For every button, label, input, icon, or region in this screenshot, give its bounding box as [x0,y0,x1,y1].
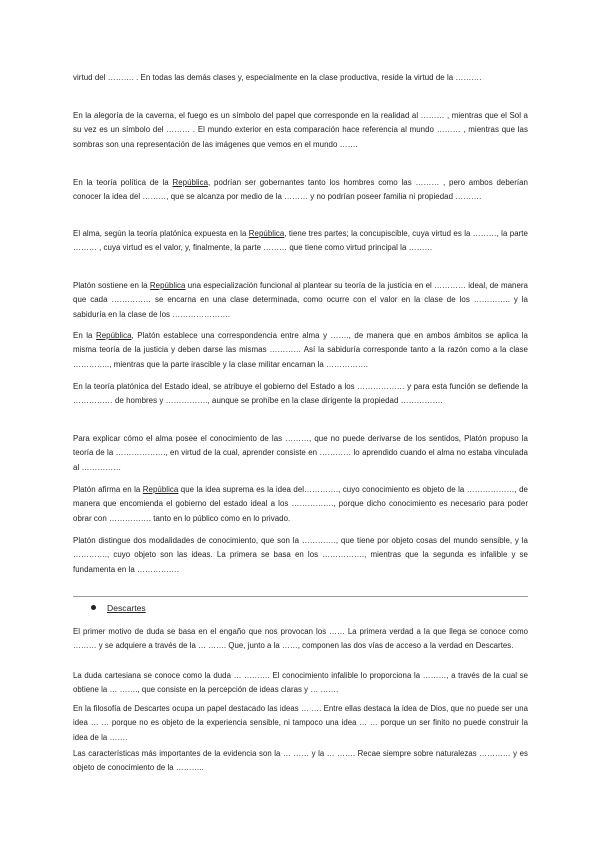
text-run: , Platón establece una correspondencia entre alma y ……., de manera que en ambos ámbitos se aplica la misma teoría de la justicia y deben darse las mismas ………… Así la sabiduría corresponde tanto a la razón como a la clase ………….., mientras que la parte irascible y la clase militar encarnan la ……………. [73,331,528,369]
section-divider [73,596,528,597]
bullet-icon [91,605,96,610]
text-run: Las características más importantes de la evidencia son la … …… y la … ……. Recae siempre sobre naturalezas ………… y es objeto de conocimiento de la ……….. [73,749,528,773]
text-run: En la teoría platónica del Estado ideal, se atribuye el gobierno del Estado a los ……………… y para esta función se defiende la …………… de hombres y ……………., aunque se prohíbe en la clase dirigente la propiedad ……………. [73,382,528,406]
text-run: Platón sostiene en la [73,281,150,290]
paragraph-knowledge [73,534,528,577]
book-title-republica: República [95,331,132,340]
text-run: Para explicar cómo el alma posee el conocimiento de las ………, que no puede derivarse de los sentidos, Platón propuso la teoría de la ………………., en virtud de la cual, aprender consiste en ………… lo aprendido cuando el alma no estaba vinculada al …………… [73,434,528,472]
paragraph-ideal-state [73,380,528,409]
text-run: que la idea suprema es la idea del…………., cuyo conocimiento es objeto de la ………………, de manera que encomienda el gobierno del estado ideal a los ……………., porque dicho conocimiento es necesario para poder obrar con ……………. tanto en lo público como en lo privado. [73,485,528,523]
text-run: una especialización funcional al plantear su teoría de la justicia en el ………… ideal, de manera que cada …………… se encarna en una clase determinada, como ocurre con el valor en la clase de los ………….. y la sabiduría en la clase de los …………………. [73,281,528,319]
text-run: En la teoría política de la [73,178,173,187]
section-heading [91,601,146,615]
book-title-republica: República [142,485,179,494]
paragraph-reminiscence [73,432,528,475]
paragraph-rulers [73,176,528,205]
book-title-republica: República [149,281,186,290]
book-title-republica: República [248,229,285,238]
text-run: , podrían ser gobernantes tanto los hombres como las ……… , pero ambos deberían conocer la idea del ………, que se alcanza por medio de la ……… y no podrían poseer familia ni propiedad ………. [73,178,528,202]
paragraph-soul-parts [73,227,528,256]
text-run: , tiene tres partes; la concupiscible, cuya virtud es la ………, la parte ……… , cuya virtud es el valor, y, finalmente, la parte ……… que tiene como virtud principal la ……… [73,229,528,253]
paragraph-evidence [73,747,528,776]
paragraph-soul-state [73,329,528,372]
paragraph-virtue [73,71,528,85]
text-run: En la [73,331,96,340]
text-run: El primer motivo de duda se basa en el engaño que nos provocan los …… La primera verdad a la que llega se conoce como ……… y se adquiere a través de la … ……. Que, junto a la ……, componen las dos vías de acceso a la verdad en Descartes. [73,627,528,651]
text-run: En la alegoría de la caverna, el fuego es un símbolo del papel que corresponde en la realidad al ……… , mientras que el Sol a su vez es un símbolo del ……… . El mundo exterior en esta comparación hace referencia al mundo ……… , mientras que las sombras son una representación de las imágenes que vemos en el mundo ……. [73,111,528,149]
paragraph-idea-of-good [73,483,528,526]
paragraph-methodic-doubt [73,669,528,698]
text-run: En la filosofía de Descartes ocupa un papel destacado las ideas … …. Entre ellas destaca la idea de Dios, que no puede ser una idea … … porque no es objeto de la experiencia sensible, ni tampoco una idea … … porque un ser finito no puede construir la idea de la ……. [73,704,528,742]
text-run: La duda cartesiana se conoce como la duda … ………. El conocimiento infalible lo proporciona la ………, a través de la cual se obtiene la … ……., que consiste en la percepción de ideas claras y … ……. [73,671,528,695]
paragraph-doubt [73,625,528,654]
paragraph-ideas [73,702,528,745]
text-run: El alma, según la teoría platónica expuesta en la [73,229,249,238]
section-title: Descartes [107,603,146,613]
book-title-republica: República [172,178,209,187]
text-run: Platón afirma en la [73,485,143,494]
paragraph-cave-allegory [73,109,528,152]
text-run: virtud del ………. . En todas las demás clases y, especialmente en la clase productiva, reside la virtud de la ………. [73,73,482,82]
text-run: Platón distingue dos modalidades de conocimiento, que son la …………., que tiene por objeto cosas del mundo sensible, y la …………., cuyo objeto son las ideas. La primera se basa en los ……………., mientras que la segunda es infalible y se fundamenta en la ……………. [73,536,528,574]
paragraph-justice [73,279,528,322]
